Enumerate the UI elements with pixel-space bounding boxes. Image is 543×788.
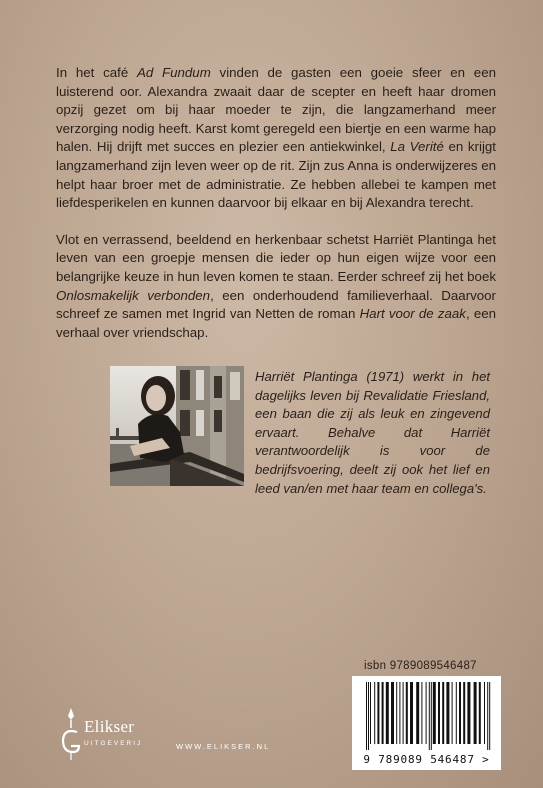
barcode-digits: 9 789089 546487 > xyxy=(363,753,490,766)
barcode-bar xyxy=(479,682,481,744)
barcode-bar xyxy=(474,682,477,744)
barcode-bar xyxy=(403,682,404,744)
blurb-paragraph-2 xyxy=(56,231,496,343)
barcode-bar xyxy=(366,682,367,750)
text-run: en krijgt langzamerhand zijn leven weer op de rit. Zijn zus Anna is onderwijzeres en helpt haar broer met de administratie. Ze hebben allebei te kampen met liefdesperikelen en kunnen daarvoor bij elkaar en bij Alexandra terecht. xyxy=(56,139,496,211)
barcode-bar xyxy=(382,682,384,744)
barcode-bar xyxy=(446,682,449,744)
barcode xyxy=(352,676,501,770)
publisher-sub: UITGEVERIJ xyxy=(84,740,143,747)
barcode-bar xyxy=(374,682,375,744)
text-run: Vlot en verrassend, beeldend en herkenbaar schetst Harriët Plantinga het leven van een groepje mensen die ieder op hun eigen wijze voor een belangrijke keuze in hun leven komen te staan. Eerder schreef zij het boek xyxy=(56,231,496,284)
barcode-bar xyxy=(438,682,440,744)
barcode-bar xyxy=(377,682,379,744)
blurb xyxy=(56,64,496,342)
text-run: , een onderhoudend familieverhaal. Daarvoor schreef ze samen met Ingrid van Netten de roman xyxy=(56,287,496,322)
blurb-paragraph-1 xyxy=(56,64,496,213)
barcode-bar xyxy=(370,682,371,744)
barcode-bar xyxy=(452,682,453,744)
emphasized-title: Ad Fundum xyxy=(136,65,211,80)
barcode-bar xyxy=(456,682,457,744)
barcode-bar xyxy=(467,682,470,744)
barcode-bars xyxy=(362,682,491,750)
barcode-bar xyxy=(431,682,432,750)
barcode-bar xyxy=(406,682,408,744)
author-photo xyxy=(110,366,244,486)
barcode-bar xyxy=(463,682,465,744)
publisher-name: Elikser xyxy=(84,717,135,736)
barcode-bar xyxy=(399,682,400,744)
barcode-bar xyxy=(396,682,397,744)
text-run: In het café xyxy=(56,65,137,80)
barcode-bar xyxy=(484,682,485,744)
barcode-bar xyxy=(410,682,413,744)
barcode-bar xyxy=(487,682,488,750)
quill-icon xyxy=(58,706,84,762)
publisher-website: WWW.ELIKSER.NL xyxy=(176,742,271,751)
text-run: vinden de gasten een goeie sfeer en een luisterend oor. Alexandra zwaait daar de scepter en heeft haar dromen opzij gezet om bij haar moeder te zijn, die langzamerhand meer verzorging nodig heeft. Karst komt geregeld een biertje en een warme hap halen. Hij drijft met succes en plezier een antiekwinkel, xyxy=(56,65,496,155)
barcode-bar xyxy=(433,682,436,744)
emphasized-title: Hart voor de zaak xyxy=(359,306,466,322)
barcode-bar xyxy=(459,682,461,744)
emphasized-title: La Verité xyxy=(390,139,444,155)
barcode-bar xyxy=(426,682,427,744)
author-bio: Harriët Plantinga (1971) werkt in het dagelijks leven bij Revalidatie Friesland, een baan die zij als leuk en zingevend ervaart. Behalve dat Harriët verantwoordelijk is voor de bedrijfsvoering, deelt zij ook het lief en leed van/en met haar team en collega's. xyxy=(255,369,490,496)
barcode-bar xyxy=(386,682,389,744)
barcode-bar xyxy=(429,682,430,750)
barcode-bar xyxy=(421,682,422,744)
barcode-bar xyxy=(442,682,444,744)
barcode-bar xyxy=(416,682,419,744)
barcode-bar xyxy=(368,682,369,750)
isbn-label: isbn 9789089546487 xyxy=(364,660,477,672)
text-run: , een verhaal over vriendschap. xyxy=(56,306,496,340)
emphasized-title: Onlosmakelijk verbonden xyxy=(56,287,211,303)
barcode-bar xyxy=(489,682,490,750)
barcode-bar xyxy=(391,682,394,744)
publisher-logo xyxy=(58,706,168,766)
